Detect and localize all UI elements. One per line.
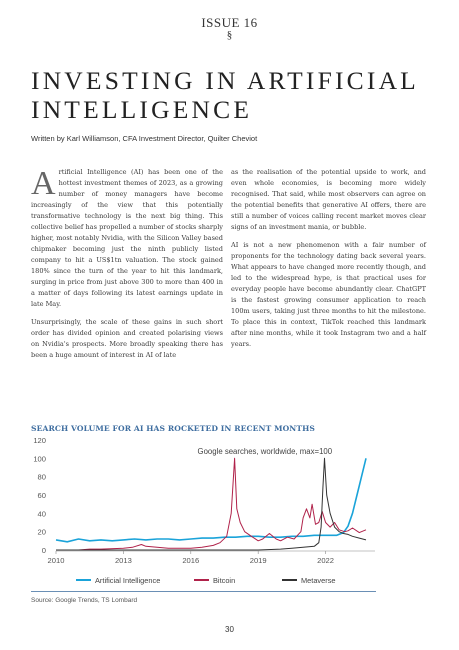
- paragraph: as the realisation of the potential upside to work, and even whole economies, is becoming more widely recognised. That said, while most observers can agree on the potential benefits that generative AI offers, there are still a number of voices calling recent market moves clear signs of an investment mania, or bubble.: [231, 168, 426, 231]
- y-tick-label: 0: [41, 546, 46, 555]
- article-column-left: [31, 167, 223, 368]
- paragraph: AI is not a new phenomenon with a fair number of proponents for the technology dating back several years. What appears to have changed more recently though, and led to the widespread hype, is that practical uses for everyday people have become abundantly clear. ChatGPT is the fastest growing consumer application to reach 100m users, taking just three months to hit the milestone. To place this in context, TikTok reached this landmark after nine months, while it took Instagram two and a half years.: [231, 241, 426, 348]
- x-tick-label: 2019: [249, 556, 267, 565]
- article-column-right: [231, 167, 426, 357]
- search-volume-chart: [20, 430, 400, 590]
- y-tick-label: 120: [33, 436, 46, 445]
- y-tick-label: 100: [33, 454, 46, 464]
- chart-source: Source: Google Trends, TS Lombard: [31, 597, 138, 604]
- x-tick-label: 2013: [114, 556, 132, 565]
- page-number: 30: [225, 625, 234, 634]
- section-mark: §: [226, 29, 233, 41]
- chart-divider: [31, 591, 376, 592]
- chart-heading: SEARCH VOLUME FOR AI HAS ROCKETED IN RECENT MONTHS: [31, 424, 315, 433]
- article-byline: Written by Karl Williamson, CFA Investment Director, Quilter Cheviot: [31, 134, 258, 143]
- y-tick-label: 60: [37, 491, 46, 500]
- y-tick-label: 20: [37, 527, 46, 537]
- x-tick-label: 2016: [182, 556, 200, 565]
- article-title: INVESTING IN ARTIFICIAL INTELLIGENCE: [31, 66, 419, 124]
- paragraph-text: rtificial Intelligence (AI) has been one of the hottest investment themes of 2023, as a growing number of money managers have become increasingly of the view that this potentially transformative technology is the next big thing. This collective belief has propelled a number of stocks sharply higher, most notably Nvidia, with the Silicon Valley based chipmaker becoming just the ninth publicly listed company to hit a US$1tn valuation. The stock gained 180% since the turn of the year to hit this landmark, surging in price from just above 300 to more than 400 in a matter of days following its latest earnings update in late May.: [31, 168, 223, 308]
- paragraph: Unsurprisingly, the scale of these gains in such short order has divided opinion and created polarising views on Nvidia's prospects. More broadly speaking there has been a huge amount of interest in AI of late: [31, 318, 223, 359]
- drop-cap: A: [31, 165, 56, 202]
- x-tick-label: 2022: [317, 556, 335, 565]
- legend-label: Metaverse: [301, 576, 336, 585]
- y-tick-label: 80: [37, 472, 46, 482]
- series-line: [56, 458, 366, 550]
- issue-label: ISSUE 16: [201, 15, 258, 30]
- legend-label: Artificial Intelligence: [95, 576, 161, 585]
- series-line: [56, 458, 366, 542]
- y-tick-label: 40: [37, 509, 46, 519]
- paragraph: [31, 167, 223, 310]
- legend-label: Bitcoin: [213, 576, 236, 585]
- chart-annotation: Google searches, worldwide, max=100: [197, 447, 333, 456]
- x-tick-label: 2010: [47, 556, 65, 565]
